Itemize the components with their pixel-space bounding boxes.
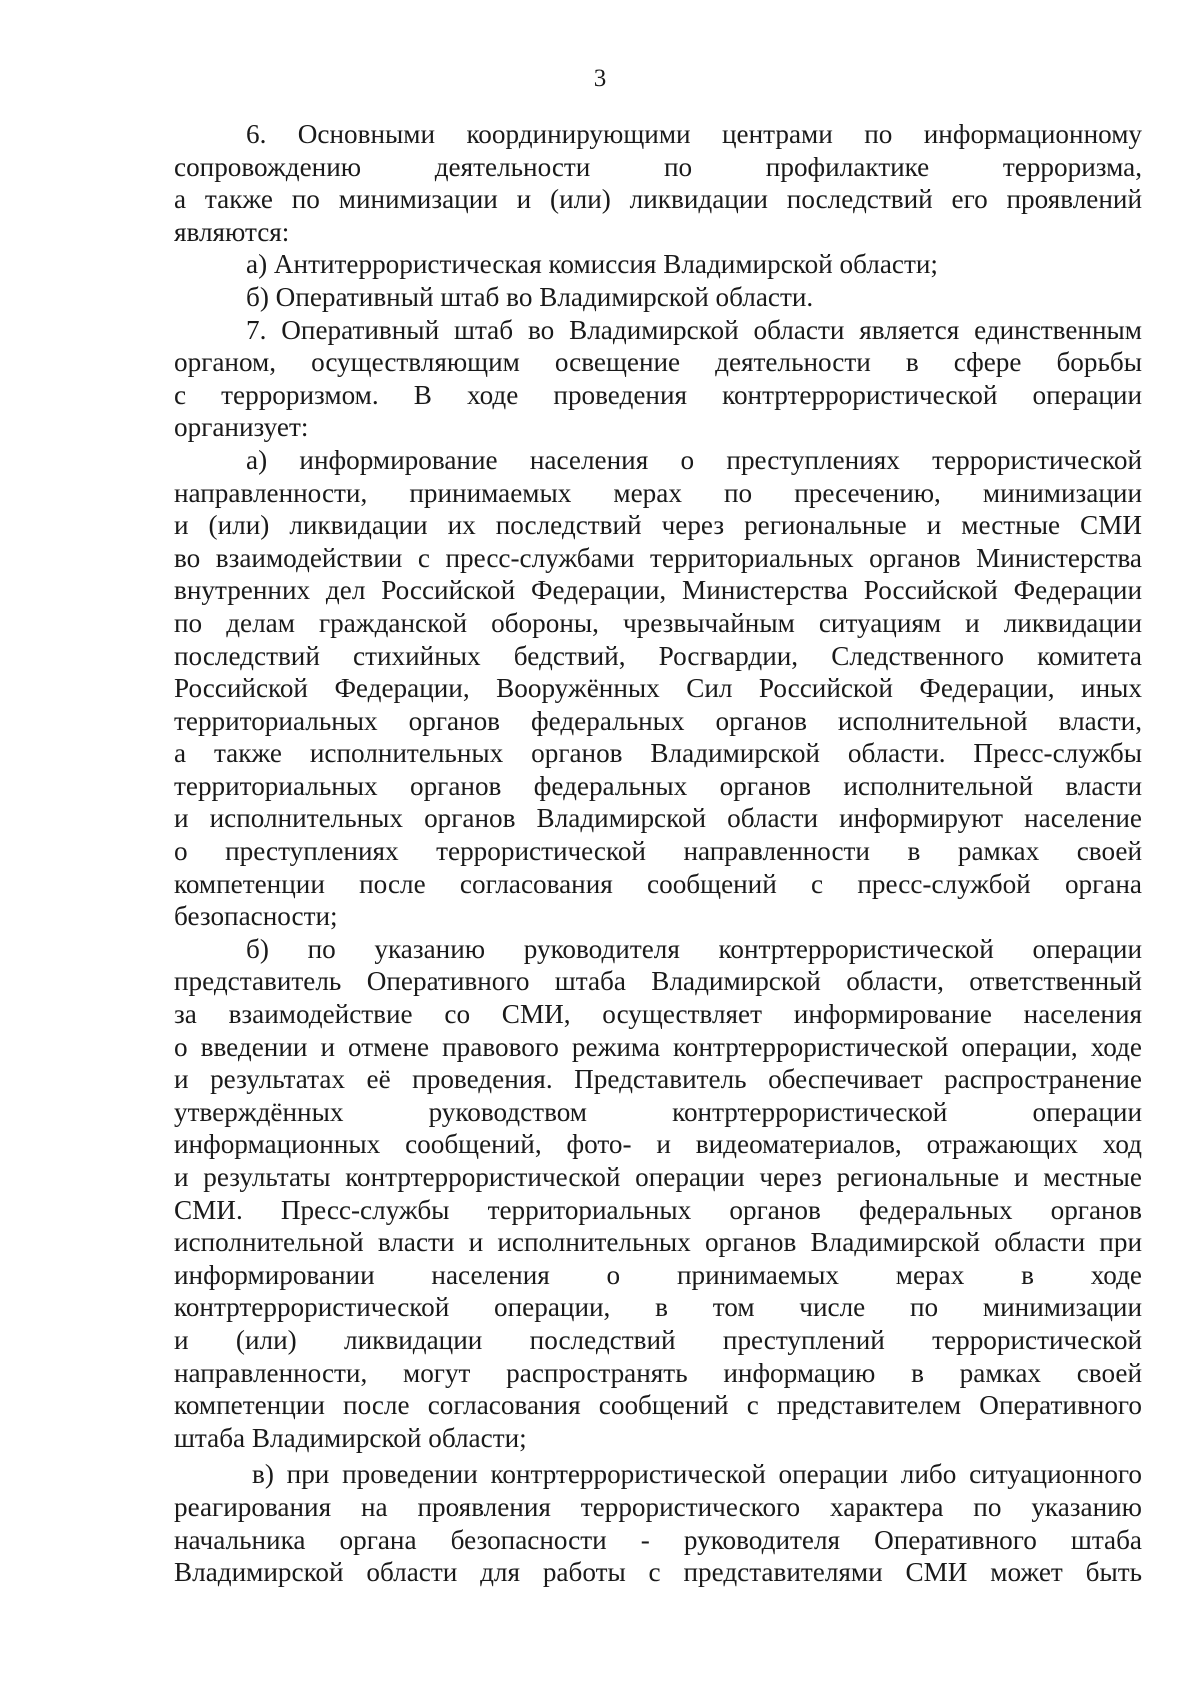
- text-line: и результатах её проведения. Представитель обеспечивает распространение: [174, 1064, 1142, 1095]
- text-line: органом, осуществляющим освещение деятельности в сфере борьбы: [174, 347, 1142, 378]
- text-line: о введении и отмене правового режима контртеррористической операции, ходе: [174, 1031, 1142, 1062]
- text-line: а) Антитеррористическая комиссия Владимирской области;: [246, 249, 938, 280]
- text-line: и результаты контртеррористической операции через региональные и местные: [174, 1162, 1142, 1192]
- text-line: о преступлениях террористической направленности в рамках своей: [174, 836, 1142, 867]
- text-line: и исполнительных органов Владимирской области информируют население: [174, 803, 1142, 834]
- text-line: утверждённых руководством контртеррористической операции: [174, 1096, 1142, 1127]
- text-line: и (или) ликвидации последствий преступлений террористической: [174, 1324, 1142, 1355]
- text-line: начальника органа безопасности - руководителя Оперативного штаба: [174, 1524, 1142, 1555]
- document-body: [174, 118, 1142, 1589]
- text-line: и (или) ликвидации их последствий через региональные и местные СМИ: [174, 510, 1142, 541]
- text-line: организует:: [174, 412, 309, 443]
- text-line: компетенции после согласования сообщений с пресс-службой органа: [174, 868, 1142, 899]
- text-line: внутренних дел Российской Федерации, Министерства Российской Федерации: [174, 575, 1142, 606]
- text-line: сопровождению деятельности по профилактике терроризма,: [174, 151, 1142, 182]
- text-line: с терроризмом. В ходе проведения контртеррористической операции: [174, 379, 1142, 410]
- text-line: безопасности;: [174, 901, 338, 932]
- text-line: 7. Оперативный штаб во Владимирской области является единственным: [246, 314, 1142, 345]
- text-line: Российской Федерации, Вооружённых Сил Российской Федерации, иных: [174, 673, 1142, 704]
- text-line: территориальных органов федеральных органов исполнительной власти: [174, 770, 1142, 801]
- text-line: представитель Оперативного штаба Владимирской области, ответственный: [174, 966, 1142, 997]
- page-number: 3: [593, 65, 607, 92]
- text-line: информировании населения о принимаемых мерах в ходе: [174, 1259, 1142, 1290]
- text-line: территориальных органов федеральных органов исполнительной власти,: [174, 705, 1142, 736]
- text-line: СМИ. Пресс-службы территориальных органов федеральных органов: [174, 1194, 1142, 1225]
- text-line: направленности, принимаемых мерах по пресечению, минимизации: [174, 477, 1142, 508]
- text-line: исполнительной власти и исполнительных органов Владимирской области при: [174, 1227, 1142, 1258]
- text-line: информационных сообщений, фото- и видеоматериалов, отражающих ход: [174, 1129, 1142, 1160]
- text-line: реагирования на проявления террористического характера по указанию: [174, 1491, 1142, 1522]
- text-line: последствий стихийных бедствий, Росгвардии, Следственного комитета: [174, 640, 1142, 671]
- text-line: а также по минимизации и (или) ликвидации последствий его проявлений: [174, 184, 1142, 215]
- text-line: б) по указанию руководителя контртеррористической операции: [246, 933, 1142, 964]
- text-line: а) информирование населения о преступлениях террористической: [246, 444, 1142, 475]
- text-line: являются:: [174, 216, 290, 247]
- text-line: по делам гражданской обороны, чрезвычайным ситуациям и ликвидации: [174, 607, 1142, 638]
- text-line: штаба Владимирской области;: [174, 1422, 527, 1453]
- text-line: 6. Основными координирующими центрами по информационному: [246, 119, 1142, 149]
- text-line: во взаимодействии с пресс-службами территориальных органов Министерства: [174, 542, 1142, 573]
- text-line: за взаимодействие со СМИ, осуществляет информирование населения: [174, 999, 1142, 1030]
- text-line: в) при проведении контртеррористической операции либо ситуационного: [252, 1459, 1142, 1490]
- text-line: а также исполнительных органов Владимирской области. Пресс-службы: [174, 738, 1142, 769]
- text-line: направленности, могут распространять информацию в рамках своей: [174, 1357, 1142, 1388]
- text-line: контртеррористической операции, в том числе по минимизации: [174, 1292, 1142, 1323]
- text-line: Владимирской области для работы с представителями СМИ может быть: [174, 1557, 1142, 1588]
- text-line: б) Оперативный штаб во Владимирской области.: [246, 281, 814, 312]
- text-line: компетенции после согласования сообщений с представителем Оперативного: [174, 1390, 1142, 1421]
